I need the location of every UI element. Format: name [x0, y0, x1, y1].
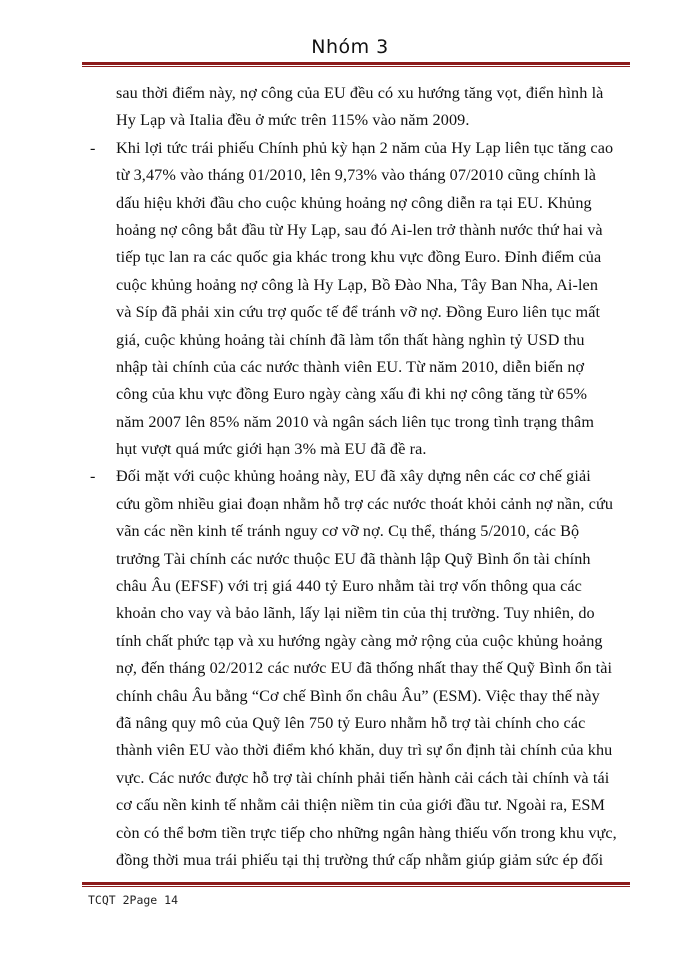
text-line: Đối mặt với cuộc khủng hoảng này, EU đã xây dựng nên các cơ chế giải: [116, 467, 591, 486]
text-line: hoảng nợ công bắt đầu từ Hy Lạp, sau đó Ai-len trở thành nước thứ hai và: [116, 220, 603, 239]
footer-rule: [82, 882, 630, 888]
text-line: đã nâng quy mô của Quỹ lên 750 tỷ Euro nhằm hỗ trợ tài chính cho các: [116, 713, 586, 732]
text-line: cứu gồm nhiều giai đoạn nhằm hỗ trợ các nước thoát khỏi cảnh nợ nần, cứu: [116, 494, 614, 513]
text-line: và Síp đã phải xin cứu trợ quốc tế để tránh vỡ nợ. Đồng Euro liên tục mất: [116, 303, 601, 322]
bullet-paragraph-1-first-line: [90, 135, 620, 162]
text-line: dấu hiệu khởi đầu cho cuộc khủng hoảng nợ công diễn ra tại EU. Khủng: [116, 193, 592, 212]
text-line: từ 3,47% vào tháng 01/2010, lên 9,73% vào tháng 07/2010 cũng chính là: [116, 166, 597, 185]
text-line: còn có thể bơm tiền trực tiếp cho những ngân hàng thiếu vốn trong khu vực,: [116, 823, 617, 842]
text-line: cơ cấu nền kinh tế nhằm cải thiện niềm tin của giới đầu tư. Ngoài ra, ESM: [116, 796, 606, 815]
text-line: tính chất phức tạp và xu hướng ngày càng mở rộng của cuộc khủng hoảng: [116, 631, 603, 650]
bullet-dash: -: [90, 467, 96, 486]
document-body: [90, 80, 620, 874]
page-header-title: Nhóm 3: [311, 36, 389, 58]
text-line: vãn các nền kinh tế tránh nguy cơ vỡ nợ. Cụ thể, tháng 5/2010, các Bộ: [116, 522, 580, 541]
text-line: khoản cho vay và bảo lãnh, lấy lại niềm tin của thị trường. Tuy nhiên, do: [116, 604, 595, 623]
text-line: hụt vượt quá mức giới hạn 3% mà EU đã đề ra.: [116, 440, 427, 459]
text-line: Hy Lạp và Italia đều ở mức trên 115% vào năm 2009.: [116, 111, 470, 130]
text-line: đồng thời mua trái phiếu tại thị trường thứ cấp nhằm giúp giảm sức ép đối: [116, 850, 604, 869]
text-line: tiếp tục lan ra các quốc gia khác trong khu vực đồng Euro. Đỉnh điểm của: [116, 248, 602, 267]
page-footer: TCQT 2Page 14: [88, 893, 179, 907]
bullet-dash: -: [90, 138, 96, 157]
text-line: sau thời điểm này, nợ công của EU đều có xu hướng tăng vọt, điển hình là: [116, 84, 604, 102]
text-line: cuộc khủng hoảng nợ công là Hy Lạp, Bồ Đào Nha, Tây Ban Nha, Ai-len: [116, 275, 599, 294]
text-line: công của khu vực đồng Euro ngày càng xấu đi khi nợ công tăng từ 65%: [116, 385, 588, 404]
text-line: nhập tài chính của các nước thành viên EU. Từ năm 2010, diễn biến nợ: [116, 357, 585, 376]
text-line: thành viên EU vào thời điểm khó khăn, duy trì sự ổn định tài chính của khu: [116, 741, 613, 760]
bullet-paragraph-2-first-line: [90, 463, 620, 490]
header-rule: [82, 62, 630, 68]
text-line: giá, cuộc khủng hoảng tài chính đã làm tổn thất hàng nghìn tỷ USD thu: [116, 330, 585, 349]
text-line: chính châu Âu bằng “Cơ chế Bình ổn châu Âu” (ESM). Việc thay thế này: [116, 686, 600, 705]
text-line: vực. Các nước được hỗ trợ tài chính phải tiến hành cải cách tài chính và tái: [116, 768, 610, 787]
text-line: nợ, đến tháng 02/2012 các nước EU đã thống nhất thay thế Quỹ Bình ổn tài: [116, 659, 613, 678]
text-line: Khi lợi tức trái phiếu Chính phủ kỳ hạn 2 năm của Hy Lạp liên tục tăng cao: [116, 138, 614, 157]
text-line: châu Âu (EFSF) với trị giá 440 tỷ Euro nhằm tài trợ vốn thông qua các: [116, 577, 582, 596]
text-line: năm 2007 lên 85% năm 2010 và ngân sách liên tục trong tình trạng thâm: [116, 412, 595, 431]
text-line: trưởng Tài chính các nước thuộc EU đã thành lập Quỹ Bình ổn tài chính: [116, 549, 591, 568]
